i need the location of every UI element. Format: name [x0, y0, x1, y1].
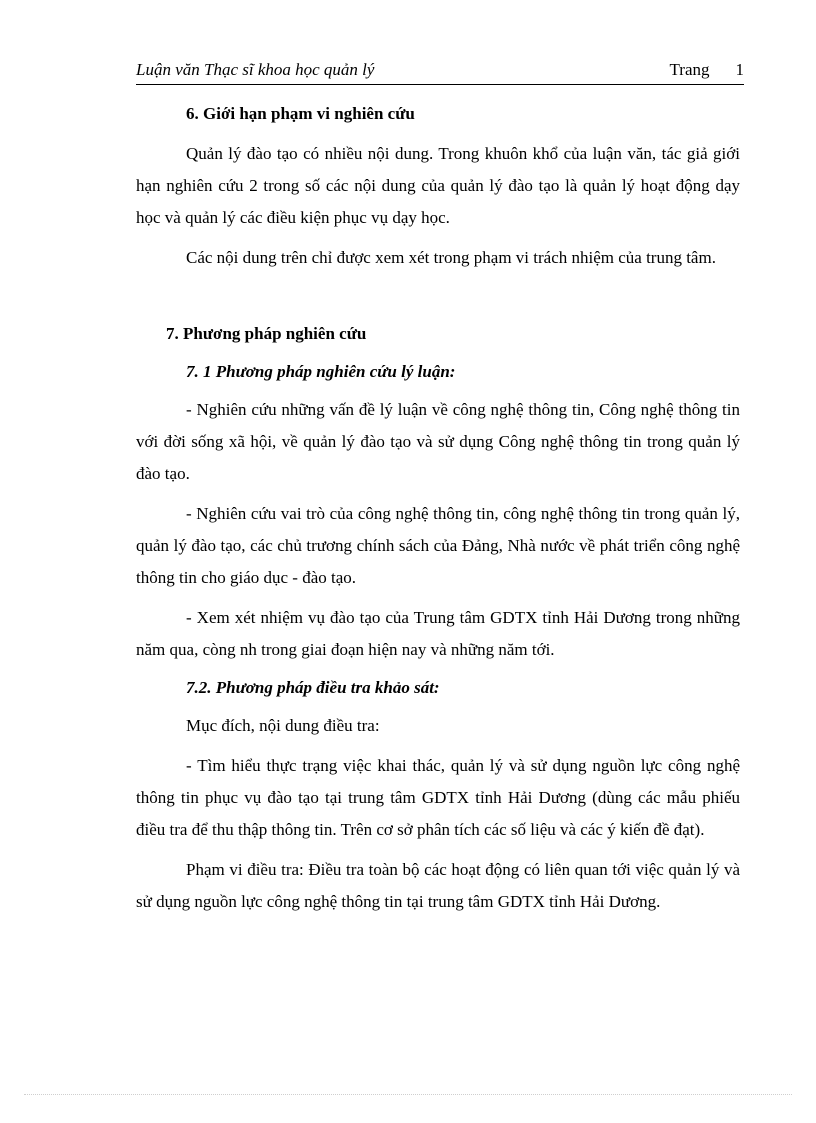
page-header	[136, 58, 744, 85]
section-6-paragraph-1: Quản lý đào tạo có nhiều nội dung. Trong khuôn khổ của luận văn, tác giả giới hạn nghiên cứu 2 trong số các nội dung của quản lý đào tạo là quản lý hoạt động dạy học và quản lý các điều kiện phục vụ dạy học.	[136, 144, 740, 227]
page-bottom-divider	[24, 1094, 792, 1095]
section-6-title: 6. Giới hạn phạm vi nghiên cứu	[186, 104, 415, 123]
document-body	[136, 100, 740, 918]
section-7-2-paragraph-3: Phạm vi điều tra: Điều tra toàn bộ các hoạt động có liên quan tới việc quản lý và sử dụng nguồn lực công nghệ thông tin tại trung tâm GDTX tỉnh Hải Dương.	[136, 860, 740, 911]
page-label: Trang	[669, 60, 710, 79]
header-page	[670, 60, 745, 80]
section-7-1-paragraph-3: - Xem xét nhiệm vụ đào tạo của Trung tâm GDTX tỉnh Hải Dương trong những năm qua, còng nh trong giai đoạn hiện nay và những năm tới.	[136, 608, 740, 659]
section-6-paragraph-2: Các nội dung trên chỉ được xem xét trong phạm vi trách nhiệm của trung tâm.	[186, 248, 716, 267]
section-7-2-paragraph-2: - Tìm hiểu thực trạng việc khai thác, quản lý và sử dụng nguồn lực công nghệ thông tin phục vụ đào tạo tại trung tâm GDTX tỉnh Hải Dương (dùng các mẫu phiếu điều tra để thu thập thông tin. Trên cơ sở phân tích các số liệu và các ý kiến đề đạt).	[136, 756, 740, 839]
section-7-1-paragraph-2: - Nghiên cứu vai trò của công nghệ thông tin, công nghệ thông tin trong quản lý, quản lý đào tạo, các chủ trương chính sách của Đảng, Nhà nước về phát triển công nghệ thông tin cho giáo dục - đào tạo.	[136, 504, 740, 587]
section-7-title: 7. Phương pháp nghiên cứu	[166, 324, 367, 343]
section-7-2-paragraph-1: Mục đích, nội dung điều tra:	[186, 716, 380, 735]
section-7-2-title: 7.2. Phương pháp điều tra khảo sát:	[186, 678, 440, 697]
section-7-1-paragraph-1: - Nghiên cứu những vấn đề lý luận về công nghệ thông tin, Công nghệ thông tin với đời sống xã hội, về quản lý đào tạo và sử dụng Công nghệ thông tin trong quản lý đào tạo.	[136, 400, 740, 483]
header-title: Luận văn Thạc sĩ khoa học quản lý	[136, 60, 375, 79]
section-7-1-title: 7. 1 Phương pháp nghiên cứu lý luận:	[186, 362, 456, 381]
page-number: 1	[735, 60, 744, 79]
